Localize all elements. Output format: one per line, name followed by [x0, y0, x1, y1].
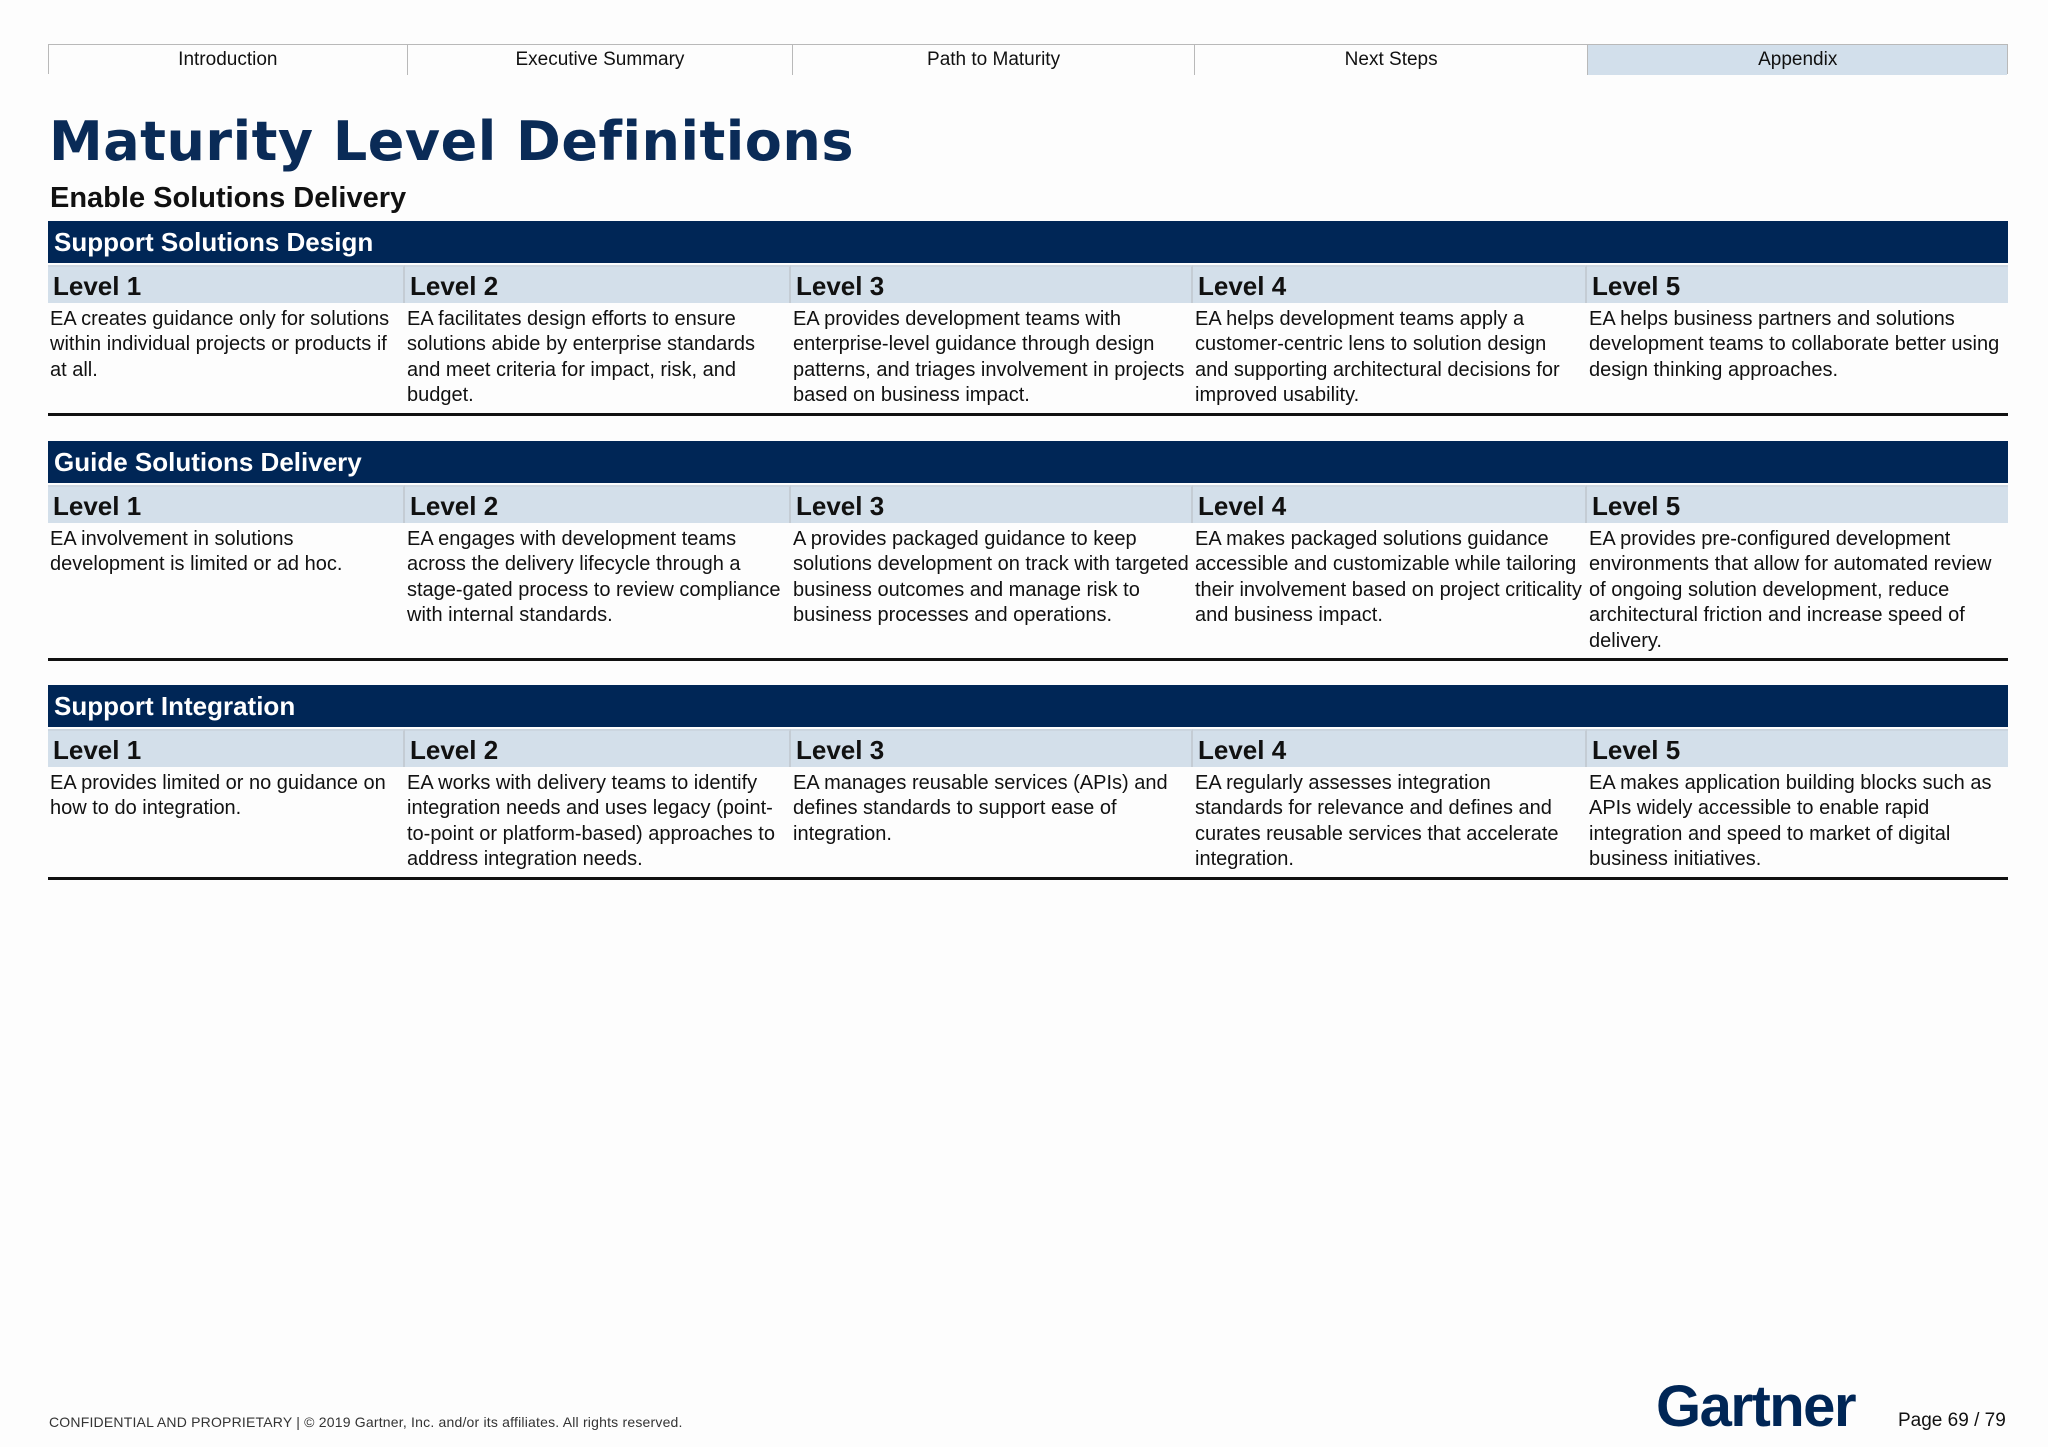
tab-path-to-maturity[interactable]: Path to Maturity: [793, 45, 1195, 75]
level-4-description: EA helps development teams apply a customer-centric lens to solution design and supporting architectural decisions for improved usability.: [1195, 308, 1560, 407]
level-5-description: EA provides pre-configured development environments that allow for automated review of ongoing solution development, reduce architectural friction and increase speed of delivery.: [1589, 528, 1992, 652]
level-2-description: EA facilitates design efforts to ensure solutions abide by enterprise standards and meet criteria for impact, risk, and budget.: [407, 308, 755, 407]
section-header: Support Solutions Design: [48, 221, 2008, 263]
level-2-header: Level 2: [405, 485, 791, 523]
tab-next-steps[interactable]: Next Steps: [1195, 45, 1589, 75]
level-4-header: Level 4: [1193, 485, 1587, 523]
level-5-header: Level 5: [1587, 265, 2008, 303]
level-3-description: EA manages reusable services (APIs) and defines standards to support ease of integration.: [793, 772, 1168, 845]
level-5-description: EA helps business partners and solutions development teams to collaborate better using design thinking approaches.: [1589, 308, 2000, 381]
footer-confidential: CONFIDENTIAL AND PROPRIETARY | © 2019 Gartner, Inc. and/or its affiliates. All rights reserved.: [49, 1414, 683, 1430]
section-support-solutions-design: [48, 221, 2008, 416]
gartner-logo: Gartner: [1656, 1374, 1856, 1439]
description-row: [48, 523, 2008, 661]
level-2-header: Level 2: [405, 265, 791, 303]
page-title: Maturity Level Definitions: [49, 110, 854, 173]
tab-introduction[interactable]: Introduction: [49, 45, 408, 75]
level-3-header: Level 3: [791, 265, 1193, 303]
level-row: [48, 485, 2008, 523]
level-3-description: EA provides development teams with enterprise-level guidance through design patterns, and triages involvement in projects based on business impact.: [793, 308, 1185, 407]
tab-executive-summary[interactable]: Executive Summary: [408, 45, 794, 75]
page-number: Page 69 / 79: [1898, 1410, 2006, 1431]
level-4-description: EA regularly assesses integration standards for relevance and defines and curates reusable services that accelerate integration.: [1195, 772, 1559, 871]
level-3-description: A provides packaged guidance to keep solutions development on track with targeted business outcomes and manage risk to business processes and operations.: [793, 528, 1189, 627]
description-row: [48, 767, 2008, 880]
level-3-header: Level 3: [791, 485, 1193, 523]
level-row: [48, 729, 2008, 767]
tab-appendix[interactable]: Appendix: [1588, 45, 2007, 75]
level-2-description: EA engages with development teams across the delivery lifecycle through a stage-gated process to review compliance with internal standards.: [407, 528, 781, 627]
top-nav: [48, 44, 2008, 74]
level-row: [48, 265, 2008, 303]
level-5-header: Level 5: [1587, 485, 2008, 523]
page-subtitle: Enable Solutions Delivery: [50, 182, 407, 214]
section-support-integration: [48, 685, 2008, 880]
description-row: [48, 303, 2008, 416]
section-header: Guide Solutions Delivery: [48, 441, 2008, 483]
level-1-description: EA creates guidance only for solutions within individual projects or products if at all.: [50, 308, 390, 381]
level-1-header: Level 1: [48, 729, 405, 767]
level-5-header: Level 5: [1587, 729, 2008, 767]
level-3-header: Level 3: [791, 729, 1193, 767]
level-2-description: EA works with delivery teams to identify integration needs and uses legacy (point-to-point or platform-based) approaches to address integration needs.: [407, 772, 775, 871]
level-1-header: Level 1: [48, 265, 405, 303]
level-4-description: EA makes packaged solutions guidance accessible and customizable while tailoring their involvement based on project criticality and business impact.: [1195, 528, 1582, 627]
section-guide-solutions-delivery: [48, 441, 2008, 661]
level-5-description: EA makes application building blocks such as APIs widely accessible to enable rapid integration and speed to market of digital business initiatives.: [1589, 772, 1992, 871]
level-1-header: Level 1: [48, 485, 405, 523]
level-1-description: EA involvement in solutions development is limited or ad hoc.: [50, 528, 343, 576]
level-4-header: Level 4: [1193, 729, 1587, 767]
section-header: Support Integration: [48, 685, 2008, 727]
level-1-description: EA provides limited or no guidance on how to do integration.: [50, 772, 386, 820]
level-4-header: Level 4: [1193, 265, 1587, 303]
level-2-header: Level 2: [405, 729, 791, 767]
